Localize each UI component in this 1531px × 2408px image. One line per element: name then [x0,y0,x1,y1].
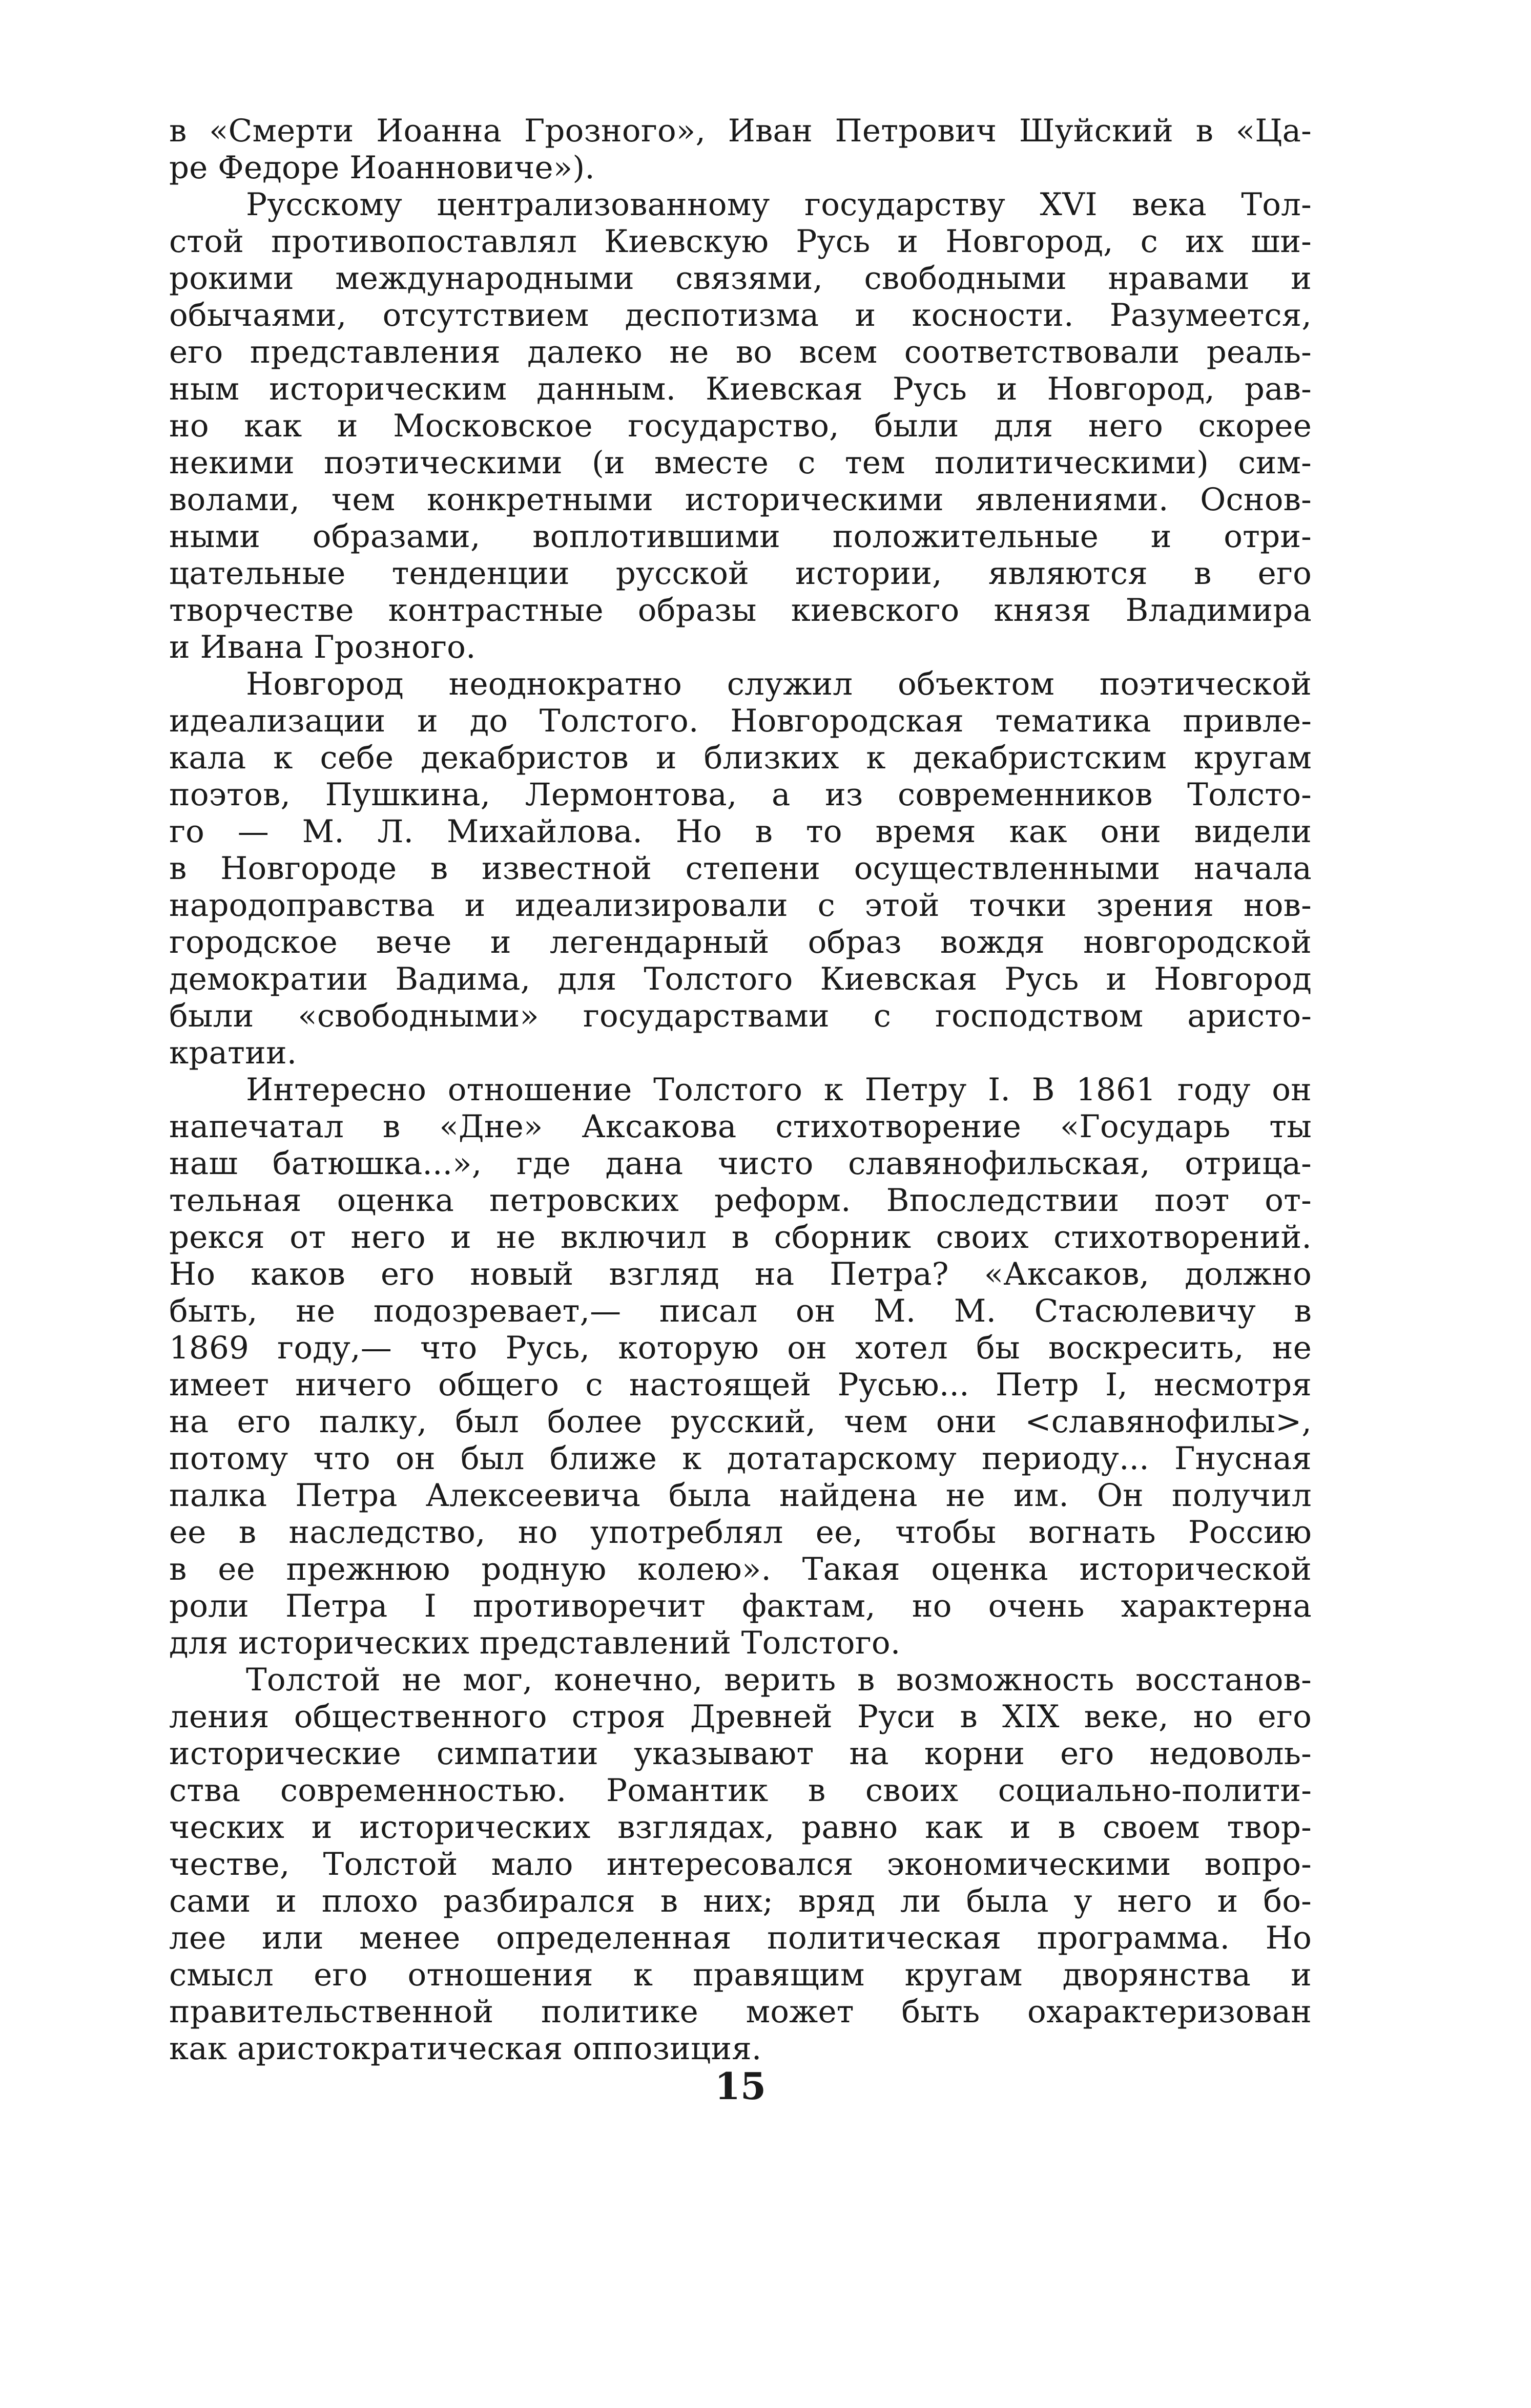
text-line: Толстой не мог, конечно, верить в возможность восстанов- [246,1662,1312,1698]
text-line: творчестве контрастные образы киевского князя Владимира [169,592,1312,629]
text-line: рекся от него и не включил в сборник своих стихотворений. [169,1219,1312,1255]
text-line: цательные тенденции русской истории, являются в его [169,555,1312,592]
text-line: тельная оценка петровских реформ. Впоследствии поэт от- [169,1182,1312,1219]
text-line: и Ивана Грозного. [169,629,476,665]
text-line: кала к себе декабристов и близких к декабристским кругам [169,740,1312,776]
text-line: стой противопоставлял Киевскую Русь и Новгород, с их ши- [169,223,1312,260]
text-line: некими поэтическими (и вместе с тем политическими) сим- [169,445,1312,481]
text-line: рокими международными связями, свободными нравами и [169,260,1312,297]
text-line: ре Федоре Иоанновиче»). [169,150,595,186]
text-line: ства современностью. Романтик в своих социально-полити- [169,1772,1312,1809]
text-line: наш батюшка...», где дана чисто славянофильская, отрица- [169,1145,1312,1182]
text-line: лее или менее определенная политическая программа. Но [169,1920,1312,1956]
text-line: волами, чем конкретными историческими явлениями. Основ- [169,481,1312,518]
text-line: демократии Вадима, для Толстого Киевская Русь и Новгород [169,961,1312,997]
text-line: имеет ничего общего с настоящей Русью... Петр I, несмотря [169,1367,1312,1403]
text-line: 1869 году,— что Русь, которую он хотел бы воскресить, не [169,1330,1312,1366]
book-page [169,113,1312,2162]
text-line: палка Петра Алексеевича была найдена не им. Он получил [169,1477,1312,1514]
text-line: правительственной политике может быть охарактеризован [169,1994,1312,2030]
text-line: для исторических представлений Толстого. [169,1625,901,1661]
text-line: быть, не подозревает,— писал он М. М. Стасюлевичу в [169,1293,1312,1329]
text-line: городское вече и легендарный образ вождя новгородской [169,924,1312,960]
text-line: как аристократическая оппозиция. [169,2030,762,2067]
text-line: Интересно отношение Толстого к Петру I. В 1861 году он [246,1072,1312,1108]
text-line: ления общественного строя Древней Руси в XIX веке, но его [169,1699,1312,1735]
text-line: обычаями, отсутствием деспотизма и косности. Разумеется, [169,297,1312,333]
text-line: народоправства и идеализировали с этой точки зрения нов- [169,887,1312,924]
text-line: Новгород неоднократно служил объектом поэтической [246,666,1312,702]
page-number: 15 [714,2064,767,2108]
text-line: ческих и исторических взглядах, равно как и в своем твор- [169,1809,1312,1846]
text-line: идеализации и до Толстого. Новгородская тематика привле- [169,703,1312,739]
body-text [169,113,1312,2067]
text-line: сами и плохо разбирался в них; вряд ли была у него и бо- [169,1883,1312,1919]
text-line: в ее прежнюю родную колею». Такая оценка исторической [169,1551,1312,1587]
text-line: го — М. Л. Михайлова. Но в то время как они видели [169,813,1312,850]
text-line: смысл его отношения к правящим кругам дворянства и [169,1957,1312,1993]
text-line: но как и Московское государство, были для него скорее [169,408,1312,444]
text-line: его представления далеко не во всем соответствовали реаль- [169,334,1312,370]
text-line: на его палку, был более русский, чем они <славянофилы>, [169,1404,1312,1440]
text-line: роли Петра I противоречит фактам, но очень характерна [169,1588,1312,1624]
text-line: были «свободными» государствами с господством аристо- [169,998,1312,1034]
text-line: в «Смерти Иоанна Грозного», Иван Петрович Шуйский в «Ца- [169,113,1312,149]
text-line: кратии. [169,1035,297,1071]
text-line: Но каков его новый взгляд на Петра? «Аксаков, должно [169,1256,1312,1292]
text-line: Русскому централизованному государству XVI века Тол- [246,186,1312,223]
text-line: поэтов, Пушкина, Лермонтова, а из современников Толсто- [169,777,1312,813]
text-line: ным историческим данным. Киевская Русь и Новгород, рав- [169,371,1312,407]
text-line: потому что он был ближе к дотатарскому периоду... Гнусная [169,1440,1312,1477]
text-line: напечатал в «Дне» Аксакова стихотворение «Государь ты [169,1108,1312,1145]
text-line: исторические симпатии указывают на корни его недоволь- [169,1735,1312,1772]
text-line: в Новгороде в известной степени осуществленными начала [169,850,1312,887]
text-line: ее в наследство, но употреблял ее, чтобы вогнать Россию [169,1514,1312,1551]
text-line: ными образами, воплотившими положительные и отри- [169,518,1312,555]
text-line: честве, Толстой мало интересовался экономическими вопро- [169,1846,1312,1882]
